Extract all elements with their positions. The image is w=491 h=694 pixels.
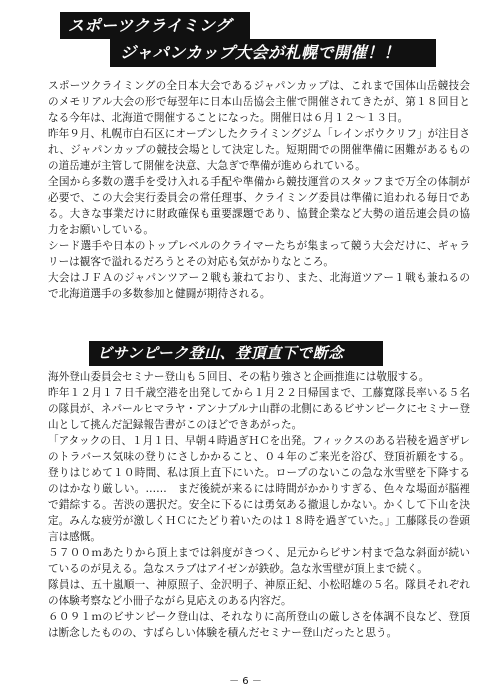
section2-heading: ビサンピーク登山、登頂直下で断念 <box>89 341 383 366</box>
section1-body <box>48 78 470 302</box>
section1-heading-line1: スポーツクライミング <box>60 12 250 39</box>
section1-paragraph: シード選手や日本のトップレベルのクライマーたちが集まって競う大会だけに、ギャラリーは観客で溢れるだろうとその対応も気がかりなところ。 <box>48 240 470 268</box>
section2-paragraph: ６０９１ｍのビサンピーク登山は、それなりに高所登山の厳しさを体調不良など、登頂は断念したものの、すばらしい体験を積んだセミナー登山だったと思う。 <box>48 611 470 639</box>
section2-body <box>48 369 470 641</box>
section2-paragraph: 昨年１２月１７日千歳空港を出発してから１月２２日帰国まで、工藤寛隊長率いる５名の隊員が、ネパールヒマラヤ・アンナプルナ山群の北側にあるビサンピークにセミナー登山として挑んだ記録報告書がこのほどできあがった。 <box>48 387 470 431</box>
section2-paragraph: 「アタックの日、１月１日、早朝４時過ぎＨＣを出発。フィックスのある岩稜を過ぎザレのトラバース気味の登りにさしかかること、０４年のご来光を浴び、登頂祈願をする。登りはじめて１０時間、私は頂上直下にいた。ロープのないこの急な氷雪壁を下降するのはかなり厳しい。…… まだ後続が来るには時間がかかりすぎる、色々な場面が脳裡で錯綜する。苦渋の選択だ。安全に下るには勇気ある撤退しかない。かくして下山を決定。みんな疲労が激しくＨＣにたどり着いたのは１８時を過ぎていた。」工藤隊長の巻頭言は感慨。 <box>48 435 470 543</box>
section1-paragraph: スポーツクライミングの全日本大会であるジャパンカップは、これまで国体山岳競技会のメモリアル大会の形で毎翌年に日本山岳協会主催で開催されてきたが、第１８回目となる今年は、北海道で開催することになった。開催日は６月１２～１３日。 <box>48 80 470 124</box>
section1-paragraph: 大会はＪＦＡのジャパンツアー２戦も兼ねており、また、北海道ツアー１戦も兼ねるので北海道選手の多数参加と健闘が期待される。 <box>48 272 470 300</box>
section1-paragraph: 全国から多数の選手を受け入れる手配や準備から競技運営のスタッフまで万全の体制が必要で、この大会実行委員会の常任理事、クライミング委員は準備に追われる毎日である。大きな事業だけに財政確保も重要課題であり、協賛企業など大勢の道岳連会員の協力をお願いしている。 <box>48 176 470 236</box>
section1-heading-line2: ジャパンカップ大会が札幌で開催！！ <box>110 39 436 67</box>
section2-paragraph: 隊員は、五十嵐順一、神原照子、金沢明子、神原正紀、小松昭雄の５名。隊員それぞれの体験考察など小冊子ながら見応えのある内容だ。 <box>48 579 470 607</box>
page-number: － 6 － <box>229 676 262 687</box>
section2-paragraph: ５７００ｍあたりから頂上までは斜度がきつく、足元からビサン村まで急な斜面が続いているのが見える。急なスラブはアイゼンが鉄砂。急な氷雪壁が頂上まで続く。 <box>48 547 470 575</box>
section1-paragraph: 昨年９月、札幌市白石区にオープンしたクライミングジム「レインボウクリフ」が注目され、ジャパンカップの競技会場として決定した。短期間での開催準備に困難があるものの道岳連が主管して開催を決意、大急ぎで準備が進められている。 <box>48 128 470 172</box>
section2-paragraph: 海外登山委員会セミナー登山も５回目、その粘り強さと企画推進には敬服する。 <box>48 371 430 383</box>
